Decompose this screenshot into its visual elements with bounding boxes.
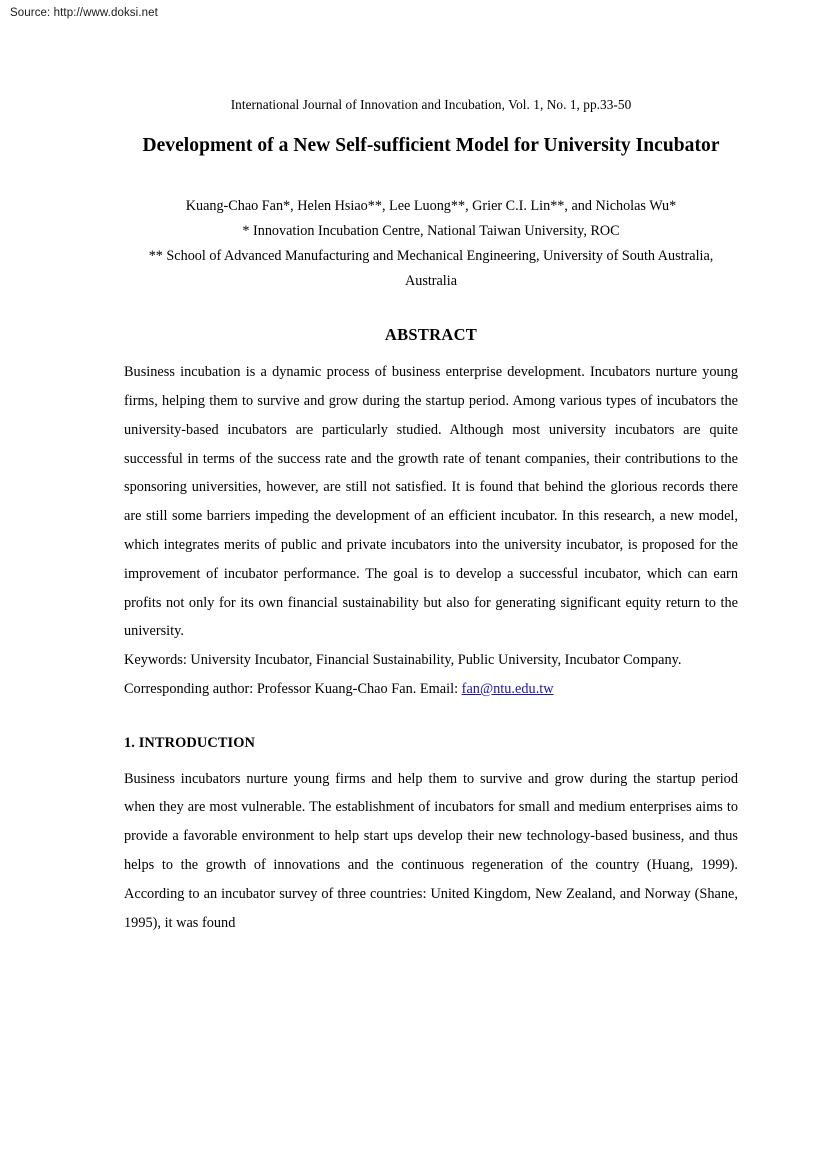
- document-content-column: [124, 0, 738, 937]
- corresponding-author-text: Corresponding author: Professor Kuang-Chao Fan. Email:: [124, 680, 462, 697]
- affiliation-line-2: ** School of Advanced Manufacturing and Mechanical Engineering, University of South Australia, Australia: [148, 247, 714, 289]
- introduction-body: Business incubators nurture young firms and help them to survive and grow during the startup period when they are most vulnerable. The establishment of incubators for small and medium enterprises aims to provide a favorable environment to help start ups develop their new technology-based business, and thus helps to the growth of innovations and the continuous regeneration of the country (Huang, 1999). According to an incubator survey of three countries: United Kingdom, New Zealand, and Norway (Shane, 1995), it was found: [124, 770, 738, 931]
- abstract-heading: ABSTRACT: [384, 324, 478, 344]
- keywords-line: Keywords: University Incubator, Financial Sustainability, Public University, Incubator Company.: [124, 652, 682, 669]
- corresponding-author-line: [124, 675, 738, 704]
- source-watermark: Source: http://www.doksi.net: [10, 7, 158, 19]
- authors-and-affiliations: [124, 194, 738, 294]
- journal-citation-line: International Journal of Innovation and Incubation, Vol. 1, No. 1, pp.33-50: [230, 97, 632, 112]
- abstract-body: Business incubation is a dynamic process of business enterprise development. Incubators nurture young firms, helping them to survive and grow during the startup period. Among various types of incubators the university-based incubators are particularly studied. Although most university incubators are quite successful in terms of the success rate and the growth rate of tenant companies, their contributions to the sponsoring universities, however, are still not satisfied. It is found that behind the glorious records there are still some barriers impeding the development of an efficient incubator. In this research, a new model, which integrates merits of public and private incubators into the university incubator, is proposed for the improvement of incubator performance. The goal is to develop a successful incubator, which can earn profits not only for its own financial sustainability but also for generating significant equity return to the university.: [124, 364, 738, 640]
- section-heading-introduction: 1. INTRODUCTION: [124, 734, 256, 751]
- corresponding-author-email-link[interactable]: fan@ntu.edu.tw: [461, 680, 554, 697]
- authors-line: Kuang-Chao Fan*, Helen Hsiao**, Lee Luong**, Grier C.I. Lin**, and Nicholas Wu*: [185, 197, 677, 214]
- page-title: Development of a New Self-sufficient Model for University Incubator: [142, 135, 720, 156]
- affiliation-line-1: * Innovation Incubation Centre, National Taiwan University, ROC: [242, 222, 620, 239]
